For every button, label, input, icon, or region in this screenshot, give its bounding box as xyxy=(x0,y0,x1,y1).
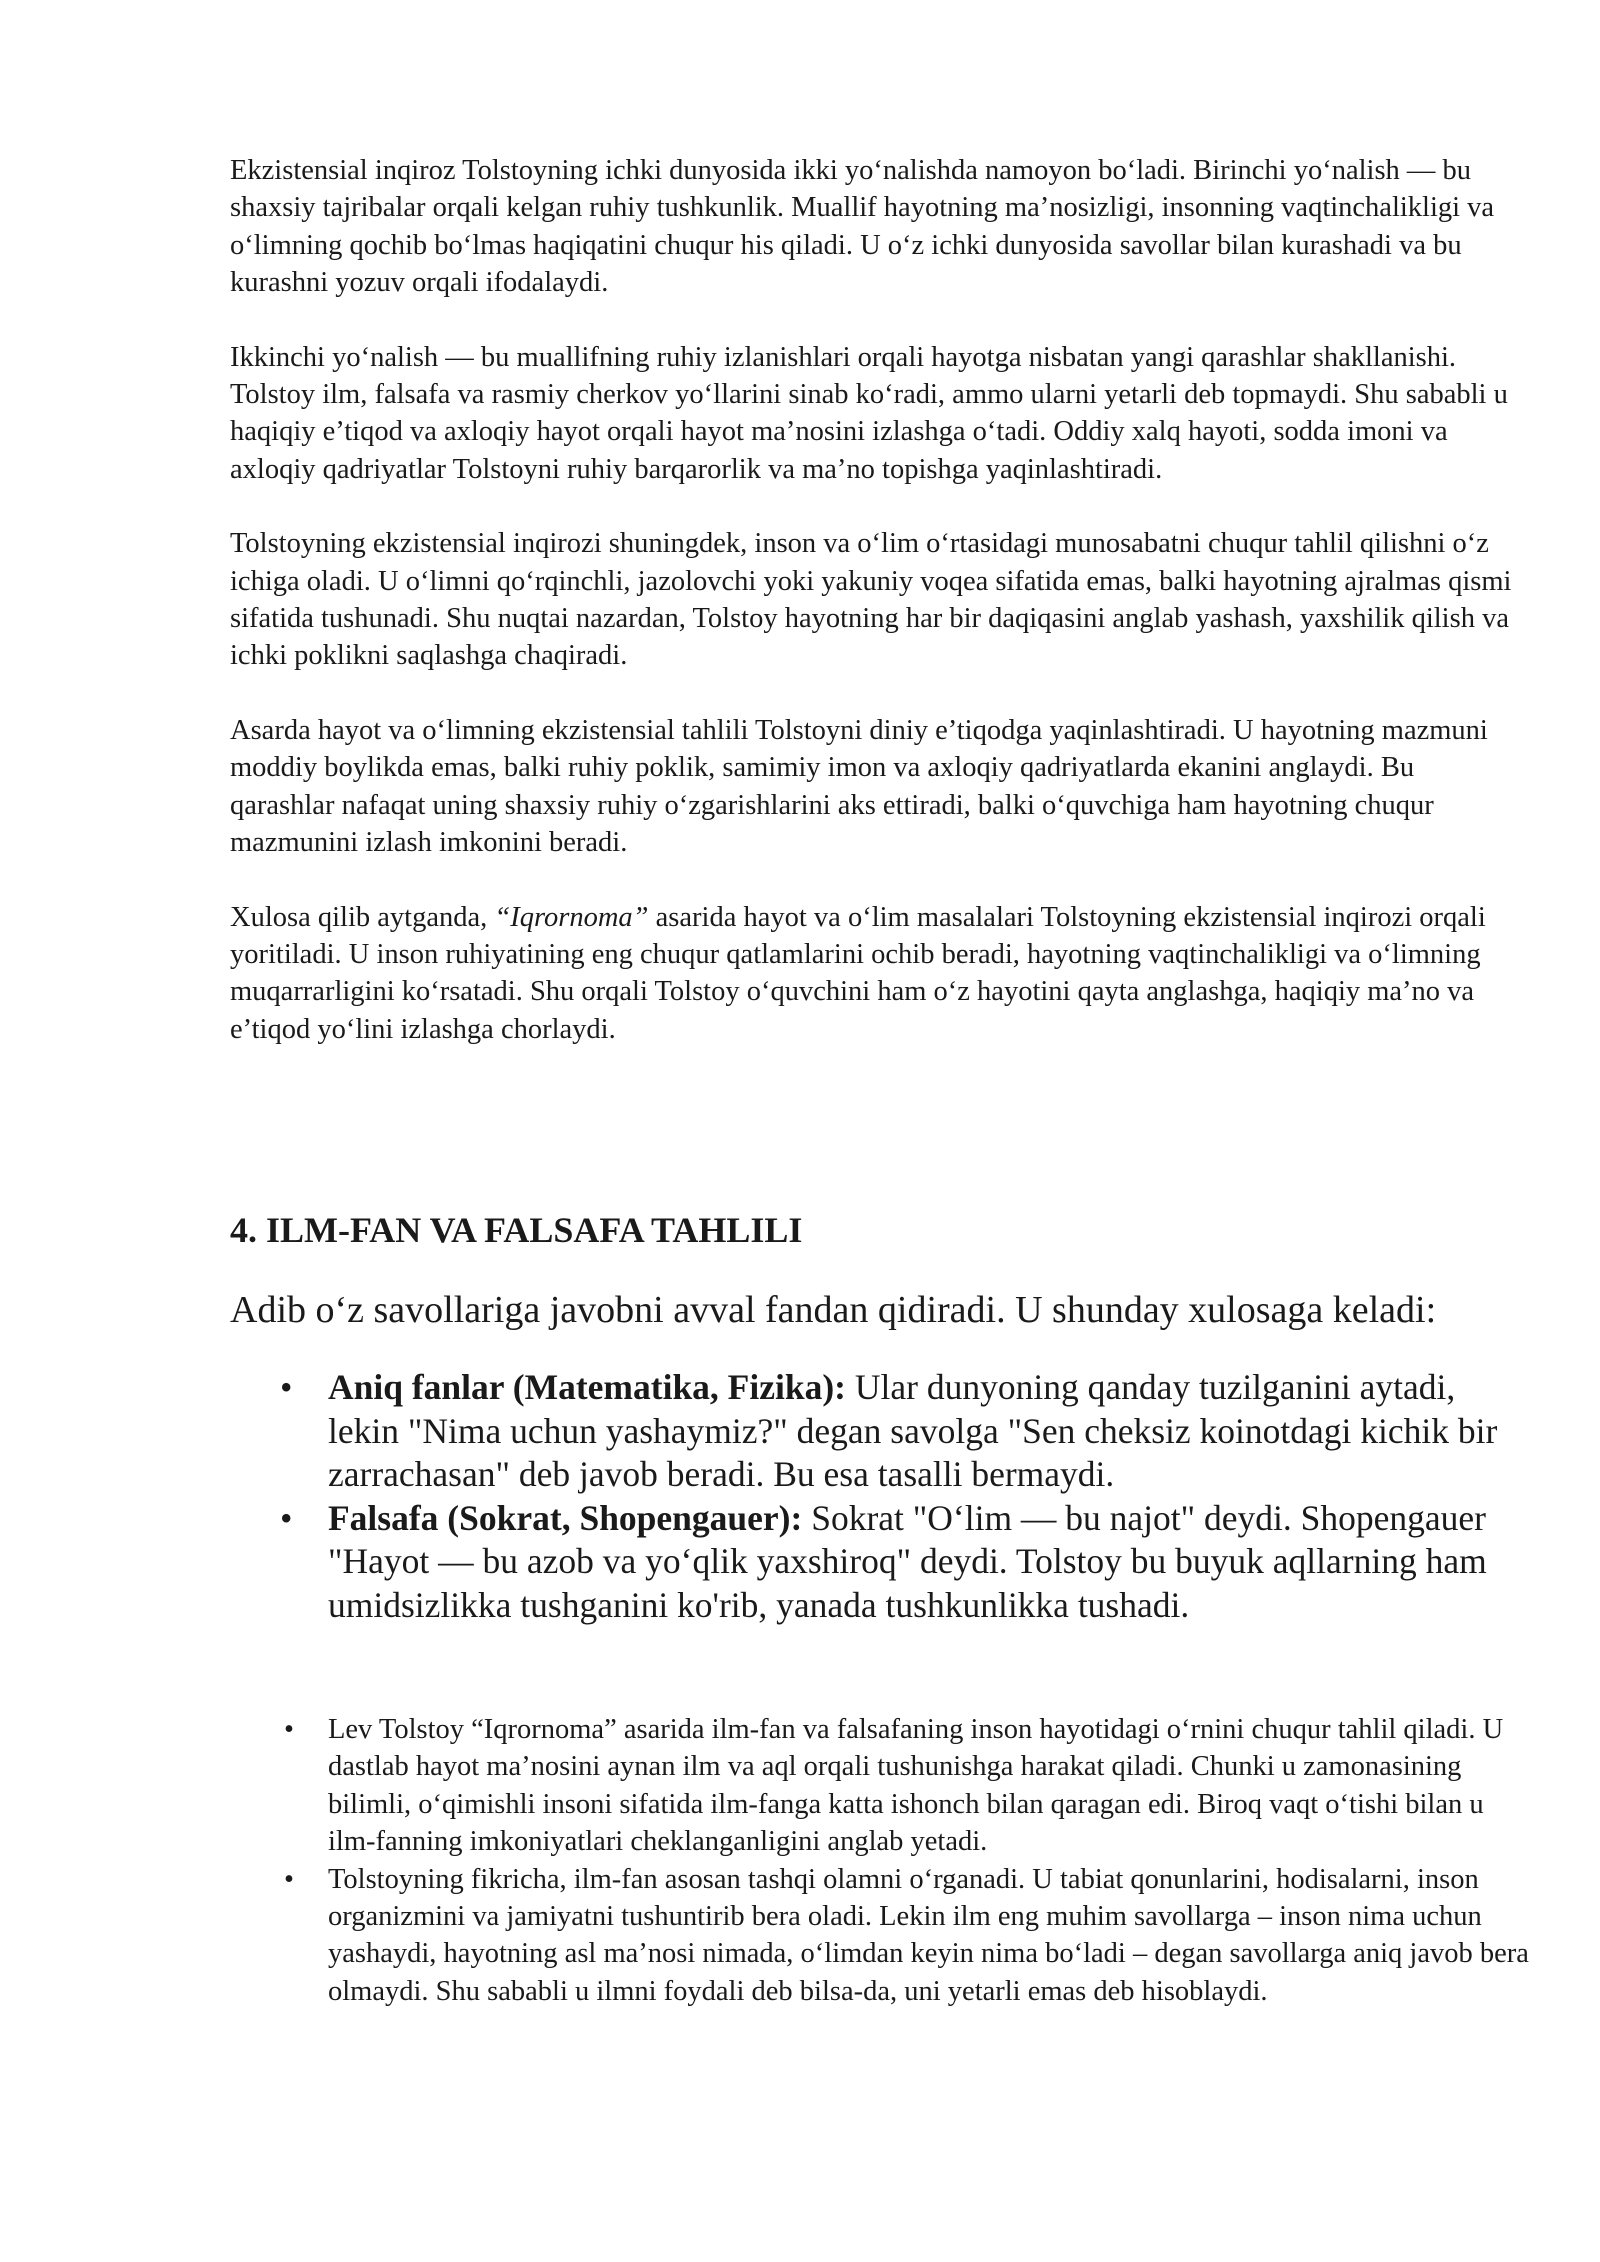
list-item-text: Ular dunyoning qanday tuzilganini aytadi, lekin "Nima uchun yashaymiz?" degan savolga "Sen cheksiz koinotdagi kichik bir zarrachasan" deb javob beradi. Bu esa tasalli bermaydi. xyxy=(328,1367,1498,1494)
conclusion-rest: asarida hayot va o‘lim masalalari Tolstoyning ekzistensial inqirozi orqali yoritiladi. U inson ruhiyatining eng chuqur qatlamlarini ochib beradi, hayotning vaqtinchalikligi va o‘limning muqarrarligini ko‘rsatadi. Shu orqali Tolstoy o‘quvchini ham o‘z hayotini qayta anglashga, haqiqiy ma’no va e’tiqod yo‘lini izlashga chorlaydi. xyxy=(230,901,1486,1045)
list-item-text: Tolstoyning fikricha, ilm-fan asosan tashqi olamni o‘rganadi. U tabiat qonunlarini, hodisalarni, inson organizmini va jamiyatni tushuntirib bera oladi. Lekin ilm eng muhim savollarga – inson nima uchun yashaydi, hayotning asl ma’nosi nimada, o‘limdan keyin nima bo‘ladi – degan savollarga aniq javob bera olmaydi. Shu sababli u ilmni foydali deb bilsa-da, uni yetarli emas deb hisoblaydi. xyxy=(328,1863,1529,2007)
paragraph-3: Tolstoyning ekzistensial inqirozi shuningdek, inson va o‘lim o‘rtasidagi munosabatni chuqur tahlil qilishni o‘z ichiga oladi. U o‘limni qo‘rqinchli, jazolovchi yoki yakuniy voqea sifatida emas, balki hayotning ajralmas qismi sifatida tushunadi. Shu nuqtai nazardan, Tolstoy hayotning har bir daqiqasini anglab yashash, yaxshilik qilish va ichki poklikni saqlashga chaqiradi. xyxy=(230,528,1512,672)
section-intro: Adib o‘z savollariga javobni avval fandan qidiradi. U shunday xulosaga keladi: xyxy=(230,1289,1437,1331)
list-item-title: Falsafa (Sokrat, Shopengauer): xyxy=(328,1497,803,1538)
conclusion-lead: Xulosa qilib aytganda, xyxy=(230,901,495,933)
paragraph-1: Ekzistensial inqiroz Tolstoyning ichki dunyosida ikki yo‘nalishda namoyon bo‘ladi. Birinchi yo‘nalish — bu shaxsiy tajribalar orqali kelgan ruhiy tushkunlik. Muallif hayotning ma’nosizligi, insonning vaqtinchalikligi va o‘limning qochib bo‘lmas haqiqatini chuqur his qiladi. U o‘z ichki dunyosida savollar bilan kurashadi va bu kurashni yozuv orqali ifodalaydi. xyxy=(230,155,1495,299)
list-item xyxy=(230,1861,1530,2011)
list-item xyxy=(230,1366,1530,1497)
bullet-icon: • xyxy=(284,1714,294,1745)
bullet-icon: • xyxy=(284,1863,294,1895)
list-item-text: Sokrat "O‘lim — bu najot" deydi. Shopengauer "Hayot — bu azob va yo‘qlik yaxshiroq" deydi. Tolstoy bu buyuk aqllarning ham umidsizlikka tushganini ko'rib, yanada tushkunlikka tushadi. xyxy=(328,1497,1487,1625)
bullet-icon: • xyxy=(280,1367,293,1407)
paragraph-2: Ikkinchi yo‘nalish — bu muallifning ruhiy izlanishlari orqali hayotga nisbatan yangi qarashlar shakllanishi. Tolstoy ilm, falsafa va rasmiy cherkov yo‘llarini sinab ko‘radi, ammo ularni yetarli deb topmaydi. Shu sababli u haqiqiy e’tiqod va axloqiy hayot orqali hayot ma’nosini izlashga o‘tadi. Oddiy xalq hayoti, sodda imoni va axloqiy qadriyatlar Tolstoyni ruhiy barqarorlik va ma’no topishga yaqinlashtiradi. xyxy=(230,341,1508,485)
list-item xyxy=(230,1497,1530,1628)
section-heading: 4. ILM-FAN VA FALSAFA TAHLILI xyxy=(230,1210,803,1250)
paragraph-4: Asarda hayot va o‘limning ekzistensial tahlili Tolstoyni diniy e’tiqodga yaqinlashtiradi. U hayotning mazmuni moddiy boylikda emas, balki ruhiy poklik, samimiy imon va axloqiy qadriyatlarda ekanini anglaydi. Bu qarashlar nafaqat uning shaxsiy ruhiy o‘zgarishlarini aks ettiradi, balki o‘quvchiga ham hayotning chuqur mazmunini izlash imkonini beradi. xyxy=(230,714,1488,859)
list-item xyxy=(230,1711,1530,1861)
paragraph-conclusion xyxy=(230,899,1520,1049)
list-item-title: Aniq fanlar (Matematika, Fizika): xyxy=(328,1367,846,1407)
analysis-list xyxy=(230,1711,1530,2010)
key-points-list xyxy=(230,1366,1530,1627)
bullet-icon: • xyxy=(280,1497,293,1538)
body-text xyxy=(230,152,1520,1048)
list-item-text: Lev Tolstoy “Iqrornoma” asarida ilm-fan va falsafaning inson hayotidagi o‘rnini chuqur tahlil qiladi. U dastlab hayot ma’nosini aynan ilm va aql orqali tushunishga harakat qiladi. Chunki u zamonasining bilimli, o‘qimishli insoni sifatida ilm-fanga katta ishonch bilan qaragan edi. Biroq vaqt o‘tishi bilan u ilm-fanning imkoniyatlari cheklanganligini anglab yetadi. xyxy=(328,1714,1504,1858)
book-title: “Iqrornoma” xyxy=(494,901,649,933)
